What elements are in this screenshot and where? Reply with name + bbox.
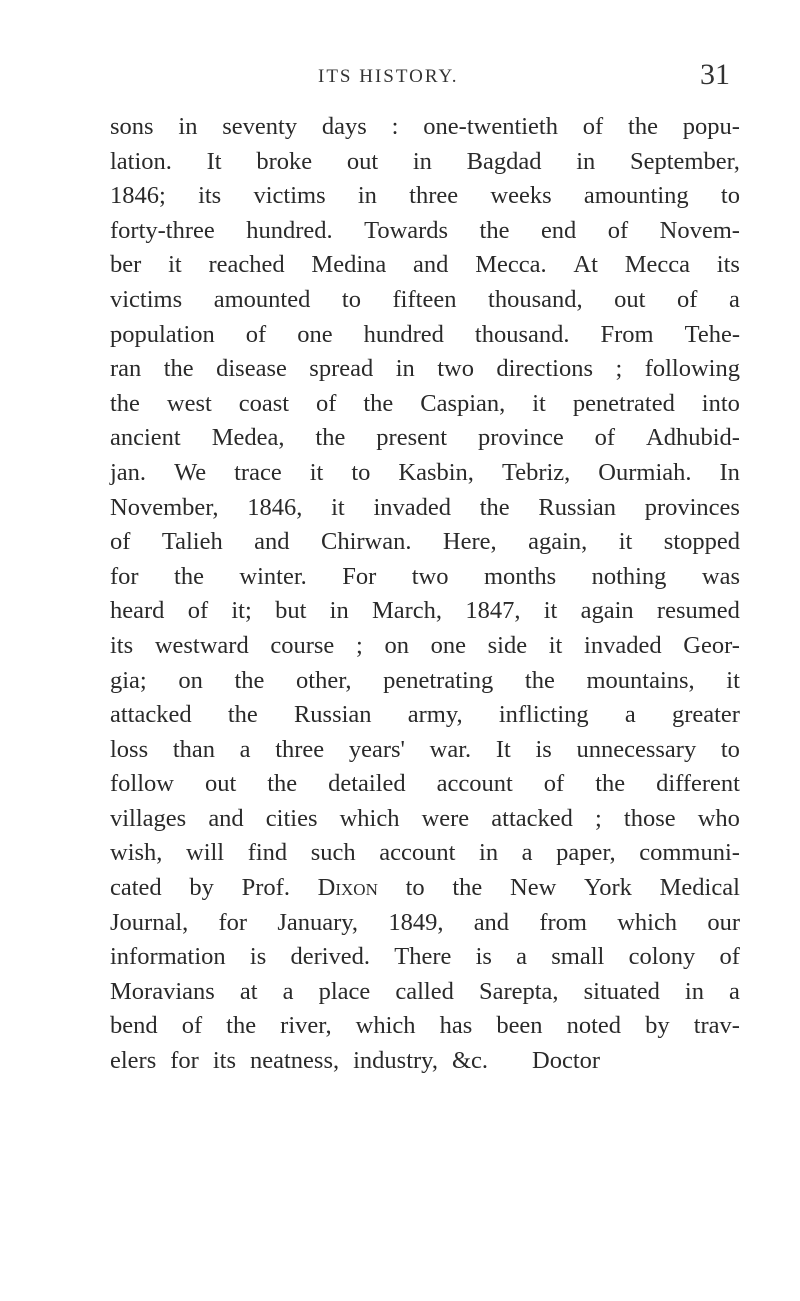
word: Adhubid-	[646, 424, 740, 452]
running-head	[110, 58, 730, 102]
word: in	[395, 355, 415, 383]
word: its	[110, 631, 134, 659]
text-line	[110, 525, 740, 560]
text-line	[110, 733, 740, 768]
word: one-twentieth	[423, 113, 558, 140]
word: lation.	[110, 147, 172, 175]
word: and	[254, 528, 290, 556]
word: find	[247, 839, 288, 867]
word: in	[357, 182, 377, 210]
word: September,	[630, 147, 740, 175]
word: it	[543, 597, 558, 625]
word: by	[645, 1012, 670, 1040]
word: the	[479, 493, 510, 521]
word: account	[436, 770, 513, 798]
word: For	[342, 562, 377, 590]
word: 1846;	[110, 182, 166, 210]
word: two	[411, 562, 449, 590]
word: in	[576, 147, 596, 175]
word: in	[684, 977, 704, 1005]
word: It	[206, 147, 222, 175]
word: one	[297, 320, 333, 348]
word: the	[110, 389, 140, 417]
word: course	[270, 631, 335, 659]
word: the	[163, 355, 194, 383]
word: by	[189, 874, 214, 902]
word: penetrating	[383, 666, 494, 694]
word: at	[239, 977, 258, 1005]
word: Medical	[659, 874, 740, 902]
word: Prof.	[241, 874, 290, 902]
word: broke	[256, 147, 313, 175]
word: York	[584, 874, 632, 902]
word: attacked	[491, 804, 573, 832]
word: Novem-	[659, 216, 740, 244]
text-line	[110, 110, 740, 145]
word: a	[729, 977, 740, 1005]
word: to	[341, 285, 361, 313]
word: out	[346, 147, 379, 175]
word: ;	[615, 355, 623, 383]
word: amounting	[583, 182, 689, 210]
word: New	[510, 874, 557, 902]
word: Towards	[364, 216, 449, 244]
text-line	[110, 906, 740, 941]
word: invaded	[584, 631, 662, 659]
word: colony	[628, 943, 696, 971]
word: of	[582, 113, 604, 140]
word: of	[316, 389, 337, 417]
text-line	[110, 421, 740, 456]
word: present	[376, 424, 448, 452]
word: gia;	[110, 666, 147, 694]
word: a	[282, 977, 294, 1005]
word: side	[487, 631, 528, 659]
word: in	[178, 113, 198, 140]
word: 1847,	[465, 597, 521, 625]
word: bend	[110, 1012, 158, 1040]
word: Geor-	[683, 631, 740, 659]
word: small	[551, 943, 605, 971]
word: army,	[407, 701, 463, 729]
word: Journal,	[110, 908, 189, 936]
word: In	[719, 458, 740, 486]
text-line	[110, 629, 740, 664]
word: the	[479, 216, 510, 244]
word: place	[318, 977, 371, 1005]
word: March,	[371, 597, 443, 625]
text-line	[110, 767, 740, 802]
word: situated	[583, 977, 660, 1005]
text-line	[110, 456, 740, 491]
word: but	[275, 597, 307, 625]
word: it	[309, 458, 324, 486]
word: the	[628, 113, 658, 140]
word: population	[110, 320, 215, 348]
word: out	[204, 770, 237, 798]
word: war.	[429, 735, 472, 763]
word: seventy	[222, 113, 298, 140]
word: cated	[110, 874, 162, 902]
text-line	[110, 664, 740, 699]
word: weeks	[490, 182, 552, 210]
body-text	[110, 110, 740, 1079]
word: different	[656, 770, 740, 798]
word: 1849,	[388, 908, 444, 936]
word: noted	[566, 1012, 622, 1040]
word: penetrated	[572, 389, 675, 417]
text-line	[110, 871, 740, 906]
text-line	[110, 352, 740, 387]
word: spread	[309, 355, 374, 383]
word: for	[170, 1047, 199, 1075]
word: and	[413, 251, 449, 279]
word: Moravians	[110, 977, 215, 1005]
word: months	[483, 562, 557, 590]
word: of	[719, 943, 740, 971]
word: ber	[110, 251, 142, 279]
word: account	[379, 839, 456, 867]
word: a	[729, 285, 740, 313]
word: of	[245, 320, 267, 348]
word: such	[310, 839, 356, 867]
text-line	[110, 491, 740, 526]
word: been	[496, 1012, 543, 1040]
word: were	[421, 804, 470, 832]
word: wish,	[110, 839, 163, 867]
word: Bagdad	[466, 147, 542, 175]
word: thousand,	[488, 285, 583, 313]
word: victims	[253, 182, 326, 210]
word: There	[394, 943, 452, 971]
word: winter.	[239, 562, 307, 590]
word: the	[363, 389, 394, 417]
word: is	[475, 943, 492, 971]
word: it	[618, 528, 633, 556]
text-line	[110, 698, 740, 733]
text-line	[110, 594, 740, 629]
word: detailed	[328, 770, 406, 798]
word: hundred.	[246, 216, 333, 244]
word: inflicting	[498, 701, 589, 729]
word: three	[275, 735, 325, 763]
word: villages	[110, 804, 187, 832]
word: Kasbin,	[398, 458, 474, 486]
word: amounted	[213, 285, 311, 313]
word: again,	[528, 528, 588, 556]
word: west	[166, 389, 212, 417]
word: in	[329, 597, 349, 625]
word: a	[521, 839, 533, 867]
word: forty-three	[110, 216, 215, 244]
text-line	[110, 802, 740, 837]
word: it;	[231, 597, 252, 625]
word: 1846,	[247, 493, 303, 521]
text-line	[110, 1009, 740, 1044]
word: information	[110, 943, 226, 971]
word: industry,	[353, 1047, 438, 1075]
word: victims	[110, 285, 183, 313]
word: the	[267, 770, 298, 798]
word: to	[405, 874, 425, 902]
text-line	[110, 214, 740, 249]
word: Caspian,	[420, 389, 506, 417]
word: unnecessary	[576, 735, 697, 763]
word: fifteen	[392, 285, 457, 313]
word: which	[617, 908, 678, 936]
word: days	[321, 113, 367, 140]
word: one	[430, 631, 466, 659]
word: elers	[110, 1047, 157, 1075]
word: reached	[208, 251, 285, 279]
word: end	[540, 216, 577, 244]
word: the	[524, 666, 555, 694]
text-line	[110, 940, 740, 975]
word: Tebriz,	[501, 458, 571, 486]
word: it	[168, 251, 182, 279]
text-line	[110, 560, 740, 595]
word: disease	[216, 355, 287, 383]
word: resumed	[656, 597, 740, 625]
page-number: 31	[700, 58, 730, 91]
text-line	[110, 836, 740, 871]
word: of	[677, 285, 698, 313]
word: thousand.	[474, 320, 570, 348]
word: the	[227, 701, 258, 729]
word: again	[580, 597, 634, 625]
word: other,	[296, 666, 352, 694]
word: We	[174, 458, 207, 486]
word: for	[218, 908, 248, 936]
word: three	[409, 182, 459, 210]
word: for	[110, 562, 139, 590]
word: derived.	[290, 943, 371, 971]
word: Doctor	[532, 1047, 601, 1075]
word: cities	[265, 804, 318, 832]
text-line	[110, 248, 740, 283]
word: ;	[594, 804, 602, 832]
word: November,	[110, 493, 219, 521]
word: greater	[671, 701, 740, 729]
word: the	[226, 1012, 257, 1040]
word: river,	[280, 1012, 332, 1040]
word: it	[532, 389, 546, 417]
text-line	[110, 1044, 740, 1079]
word: popu-	[682, 113, 740, 140]
word: ran	[110, 355, 142, 383]
word: Medina	[311, 251, 387, 279]
word: is	[249, 943, 267, 971]
word: the	[595, 770, 626, 798]
word: on	[384, 631, 409, 659]
word: following	[644, 355, 740, 383]
text-line	[110, 975, 740, 1010]
text-line	[110, 283, 740, 318]
word: Sarepta,	[478, 977, 559, 1005]
word: Chirwan.	[320, 528, 412, 556]
word: which	[355, 1012, 416, 1040]
word: of	[181, 1012, 203, 1040]
word: than	[172, 735, 215, 763]
word: our	[707, 908, 740, 936]
text-line	[110, 318, 740, 353]
word: of	[187, 597, 209, 625]
word: called	[395, 977, 454, 1005]
word: Dixon	[317, 874, 378, 902]
word: the	[452, 874, 483, 902]
word: trace	[234, 458, 282, 486]
word: is	[535, 735, 552, 763]
text-line	[110, 179, 740, 214]
word: to	[720, 735, 740, 763]
word: in	[479, 839, 499, 867]
text-line	[110, 387, 740, 422]
word: and	[208, 804, 244, 832]
running-title: ITS HISTORY.	[318, 66, 459, 87]
word: the	[315, 424, 346, 452]
word: loss	[110, 735, 149, 763]
word: paper,	[556, 839, 616, 867]
word: its	[212, 1047, 236, 1075]
word: heard	[110, 597, 165, 625]
word: it	[331, 493, 345, 521]
word: Russian	[538, 493, 616, 521]
word: From	[600, 320, 654, 348]
word: those	[623, 804, 676, 832]
word: Here,	[442, 528, 497, 556]
word: of	[594, 424, 616, 452]
word: years'	[348, 735, 405, 763]
word: a	[624, 701, 636, 729]
word: directions	[496, 355, 593, 383]
word: sons	[110, 113, 154, 140]
word: Ourmiah.	[598, 458, 692, 486]
word: nothing	[591, 562, 667, 590]
word: trav-	[693, 1012, 740, 1040]
word: out	[614, 285, 646, 313]
word: on	[178, 666, 203, 694]
text-line	[110, 145, 740, 180]
word: and	[473, 908, 510, 936]
word: it	[548, 631, 563, 659]
word: provinces	[644, 493, 740, 521]
word: &c.	[451, 1047, 489, 1075]
word: its	[716, 251, 740, 279]
word: of	[110, 528, 131, 556]
word: a	[239, 735, 251, 763]
word: January,	[277, 908, 359, 936]
word: ;	[355, 631, 363, 659]
word: two	[437, 355, 474, 383]
word: has	[439, 1012, 473, 1040]
word: jan.	[110, 458, 147, 486]
word: Medea,	[211, 424, 285, 452]
word: ancient	[110, 424, 181, 452]
word: the	[234, 666, 265, 694]
word: of	[607, 216, 629, 244]
word: invaded	[373, 493, 452, 521]
word: mountains,	[586, 666, 695, 694]
word: it	[726, 666, 740, 694]
word: the	[174, 562, 204, 590]
word: coast	[238, 389, 290, 417]
word: which	[339, 804, 400, 832]
word: westward	[154, 631, 249, 659]
word: It	[495, 735, 511, 763]
word: Mecca	[624, 251, 690, 279]
word: into	[701, 389, 740, 417]
word: to	[720, 182, 740, 210]
word: neatness,	[249, 1047, 340, 1075]
word: a	[516, 943, 528, 971]
word: :	[391, 113, 399, 140]
word: Mecca.	[475, 251, 547, 279]
word: Tehe-	[684, 320, 740, 348]
word: will	[186, 839, 225, 867]
word: stopped	[663, 528, 740, 556]
word: to	[351, 458, 371, 486]
word: province	[477, 424, 564, 452]
word: of	[543, 770, 565, 798]
word: its	[198, 182, 222, 210]
word: in	[412, 147, 432, 175]
word: follow	[110, 770, 174, 798]
word: from	[539, 908, 587, 936]
word: was	[701, 562, 740, 590]
word: attacked	[110, 701, 192, 729]
word: Russian	[293, 701, 372, 729]
word: At	[573, 251, 598, 279]
word: communi-	[639, 839, 740, 867]
word: hundred	[363, 320, 444, 348]
word: Talieh	[161, 528, 223, 556]
word: who	[697, 804, 740, 832]
